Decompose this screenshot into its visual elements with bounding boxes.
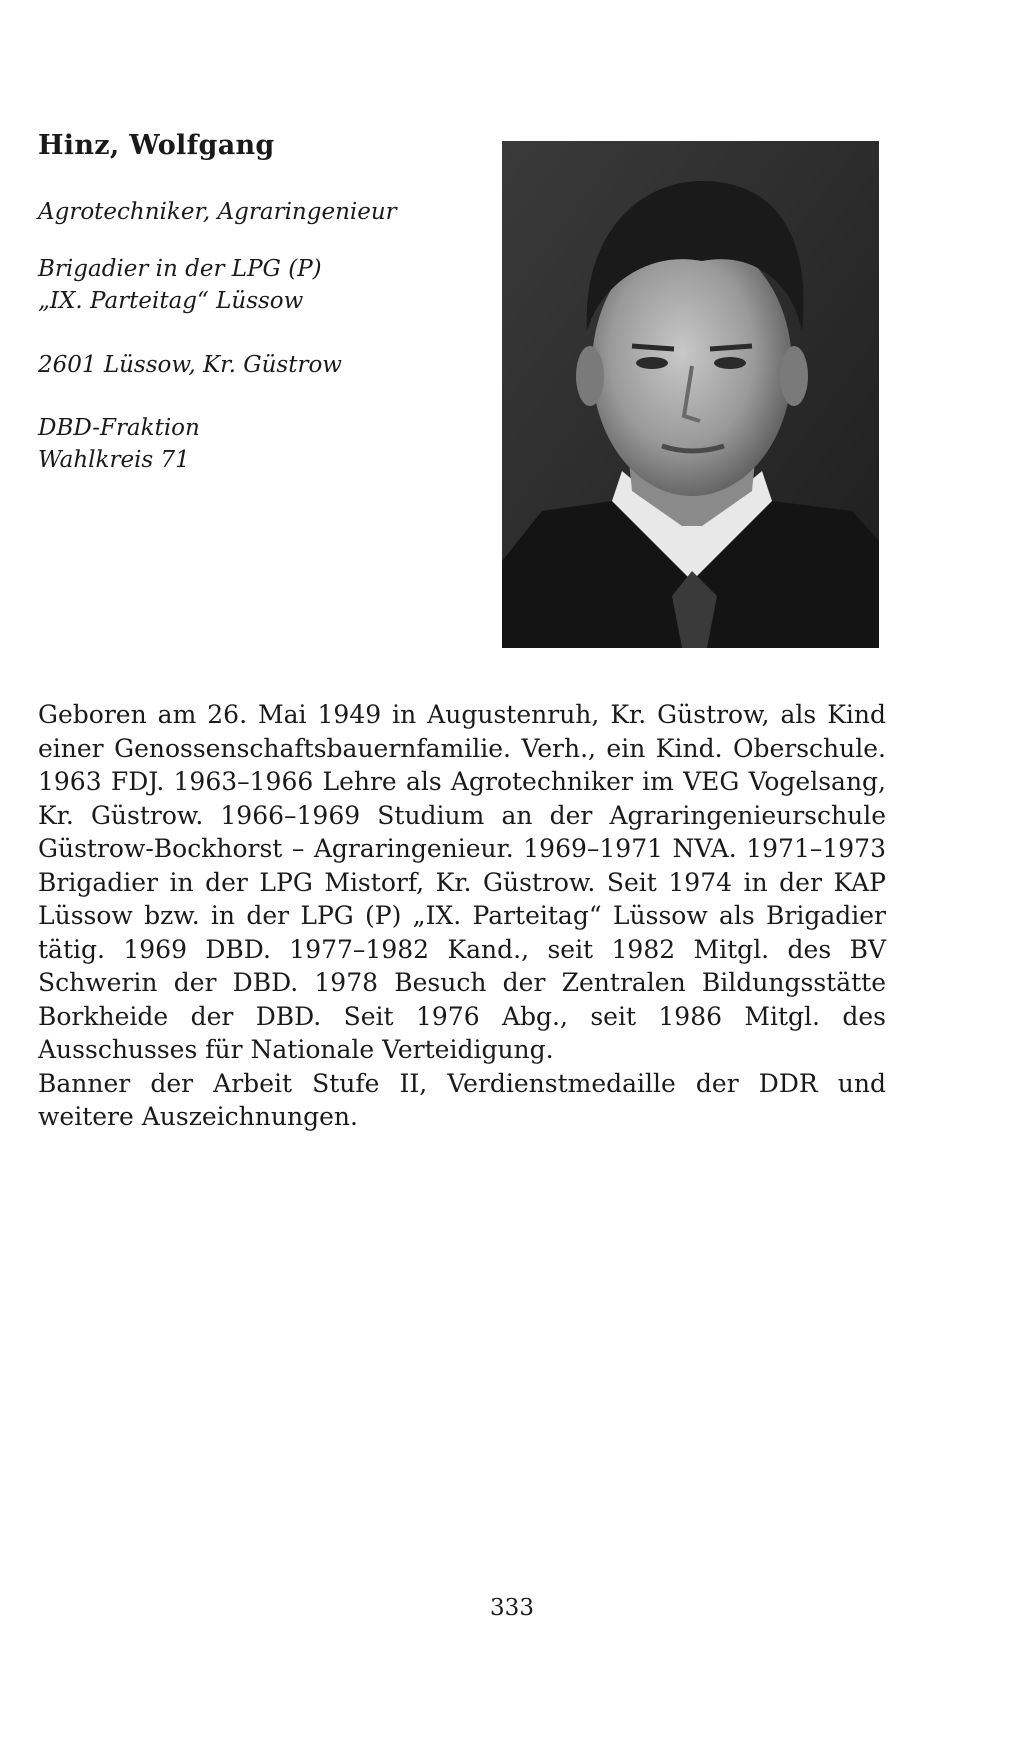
page-number: 333 — [490, 1595, 534, 1621]
profession — [38, 196, 397, 228]
profession-text: Agrotechniker, Agraringenieur — [38, 199, 397, 225]
person-name: Hinz, Wolfgang — [38, 130, 275, 161]
constituency-text: Wahlkreis 71 — [38, 447, 190, 473]
biography-paragraph-2: Banner der Arbeit Stufe II, Verdienstmedaille der DDR und weitere Auszeichnungen. — [38, 1068, 886, 1131]
address — [38, 349, 342, 381]
biography-paragraph-1: Geboren am 26. Mai 1949 in Augustenruh, Kr. Güstrow, als Kind einer Genossenschaftsbauernfamilie. Verh., ein Kind. Oberschule. 1963 FDJ. 1963–1966 Lehre als Agrotechniker im VEG Vogelsang, Kr. Güstrow. 1966–1969 Studium an der Agraringenieurschule Güstrow-Bockhorst – Agraringenieur. 1969–1971 NVA. 1971–1973 Brigadier in der LPG Mistorf, Kr. Güstrow. Seit 1974 in der KAP Lüssow bzw. in der LPG (P) „IX. Parteitag“ Lüssow als Brigadier tätig. 1969 DBD. 1977–1982 Kand., seit 1982 Mitgl. des BV Schwerin der DBD. 1978 Besuch der Zentralen Bildungsstätte Borkheide der DBD. Seit 1976 Abg., seit 1986 Mitgl. des Ausschusses für Nationale Verteidigung. — [38, 700, 886, 1064]
address-text: 2601 Lüssow, Kr. Güstrow — [38, 352, 342, 378]
position-line-1: Brigadier in der LPG (P) — [38, 256, 322, 282]
portrait-photo-icon — [502, 141, 879, 648]
position — [38, 253, 322, 317]
party-info — [38, 412, 200, 476]
position-line-2: „IX. Parteitag“ Lüssow — [38, 288, 304, 314]
faction-text: DBD-Fraktion — [38, 415, 200, 441]
biography — [38, 698, 886, 1134]
portrait-photo — [502, 141, 879, 648]
